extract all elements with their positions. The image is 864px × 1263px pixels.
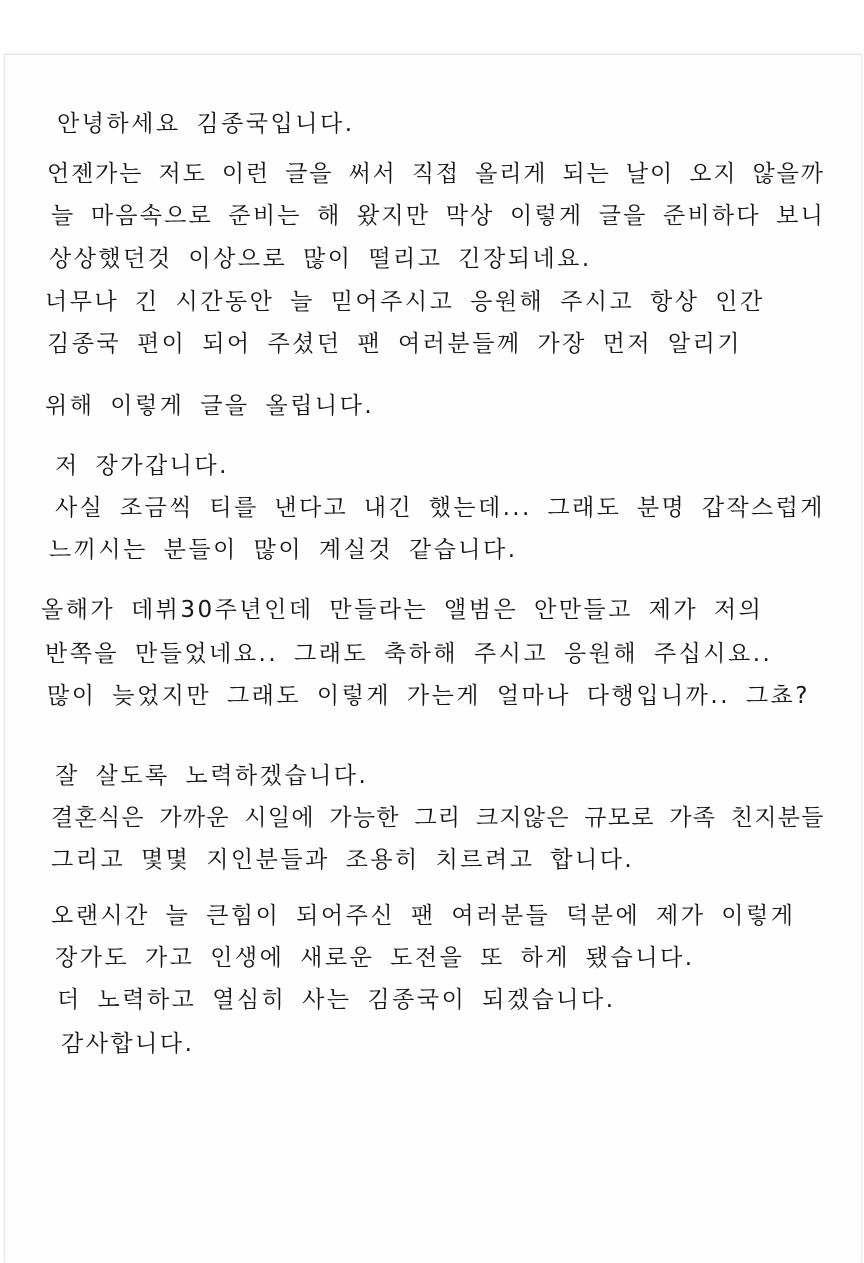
letter-line: 늘 마음속으로 준비는 해 왔지만 막상 이렇게 글을 준비하다 보니 <box>51 203 825 229</box>
letter-line: 느끼시는 분들이 많이 계실것 같습니다. <box>49 537 518 563</box>
letter-greeting: 안녕하세요 김종국입니다. <box>57 111 355 137</box>
top-margin <box>0 0 864 54</box>
letter-line: 언젠가는 저도 이런 글을 써서 직접 올리게 되는 날이 오지 않을까 <box>47 161 825 187</box>
letter-line: 올해가 데뷔30주년인데 만들라는 앨범은 안만들고 제가 저의 <box>41 597 764 623</box>
letter-line: 그리고 몇몇 지인분들과 조용히 치르려고 합니다. <box>51 847 635 873</box>
letter-line: 너무나 긴 시간동안 늘 믿어주시고 응원해 주시고 항상 인간 <box>45 289 765 315</box>
letter-line: 위해 이렇게 글을 올립니다. <box>45 393 375 419</box>
letter-line: 반쪽을 만들었네요.. 그래도 축하해 주시고 응원해 주십시요.. <box>45 641 773 667</box>
letter-line: 상상했던것 이상으로 많이 떨리고 긴장되네요. <box>49 246 592 272</box>
letter-paper <box>4 54 862 1263</box>
letter-line: 김종국 편이 되어 주셨던 팬 여러분들께 가장 먼저 알리기 <box>47 331 743 357</box>
letter-line: 더 노력하고 열심히 사는 김종국이 되겠습니다. <box>57 987 616 1013</box>
letter-line: 사실 조금씩 티를 낸다고 내긴 했는데... 그래도 분명 갑작스럽게 <box>55 495 825 521</box>
letter-line: 저 장가갑니다. <box>55 453 229 479</box>
letter-line: 장가도 가고 인생에 새로운 도전을 또 하게 됐습니다. <box>55 945 695 971</box>
letter-closing: 감사합니다. <box>61 1031 195 1057</box>
letter-line: 많이 늦었지만 그래도 이렇게 가는게 얼마나 다행입니까.. 그쵸? <box>47 683 810 709</box>
letter-line: 잘 살도록 노력하겠습니다. <box>55 763 369 789</box>
letter-line: 결혼식은 가까운 시일에 가능한 그리 크지않은 규모로 가족 친지분들 <box>51 805 825 831</box>
letter-line: 오랜시간 늘 큰힘이 되어주신 팬 여러분들 덕분에 제가 이렇게 <box>51 903 796 929</box>
